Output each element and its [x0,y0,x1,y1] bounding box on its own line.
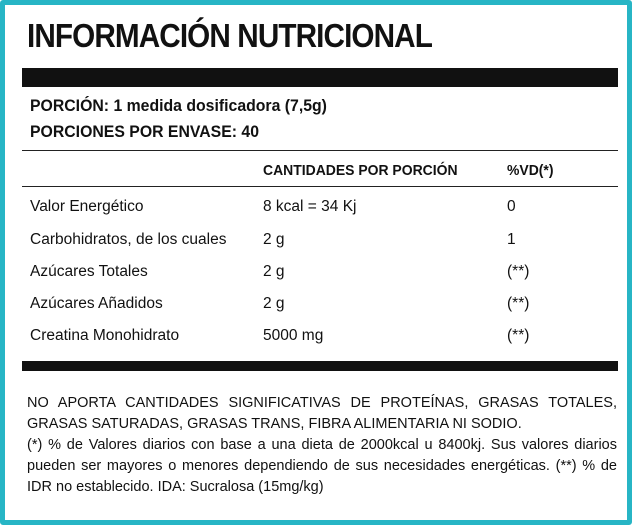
serving-size: PORCIÓN: 1 medida dosificadora (7,5g) [30,96,327,115]
nutrient-dv: (**) [507,263,530,280]
divider-line [22,186,618,187]
column-header-amount: CANTIDADES POR PORCIÓN [263,162,458,179]
nutrient-amount: 8 kcal = 34 Kj [263,198,357,215]
servings-per-container: PORCIONES POR ENVASE: 40 [30,122,260,141]
nutrient-dv: (**) [507,327,530,344]
nutrient-name: Azúcares Totales [30,263,148,280]
title-divider-bar [22,68,618,87]
nutrient-amount: 5000 mg [263,327,324,344]
nutrient-dv: 1 [507,231,516,248]
footnotes [27,393,617,498]
table-bottom-rule [22,361,618,371]
nutrient-name: Valor Energético [30,198,144,215]
nutrient-dv: (**) [507,295,530,312]
page-title: INFORMACIÓN NUTRICIONAL [27,17,432,54]
nutrient-dv: 0 [507,198,516,215]
dv-notes: (*) % de Valores diarios con base a una dieta de 2000kcal u 8400kj. Sus valores diarios pueden ser mayores o menores dependiendo de sus necesidades energéticas. (**) % de IDR no establecido. IDA: Sucralosa (15mg/kg) [27,437,617,495]
column-header-dv: %VD(*) [507,162,554,179]
nutrient-amount: 2 g [263,295,285,312]
nutrient-amount: 2 g [263,231,285,248]
not-significant-note: NO APORTA CANTIDADES SIGNIFICATIVAS DE PROTEÍNAS, GRASAS TOTALES, GRASAS SATURADAS, GRASAS TRANS, FIBRA ALIMENTARIA NI SODIO. [27,395,617,432]
nutrient-name: Carbohidratos, de los cuales [30,231,227,248]
nutrient-name: Azúcares Añadidos [30,295,163,312]
divider-line [22,150,618,151]
nutrient-amount: 2 g [263,263,285,280]
nutrient-name: Creatina Monohidrato [30,327,180,344]
